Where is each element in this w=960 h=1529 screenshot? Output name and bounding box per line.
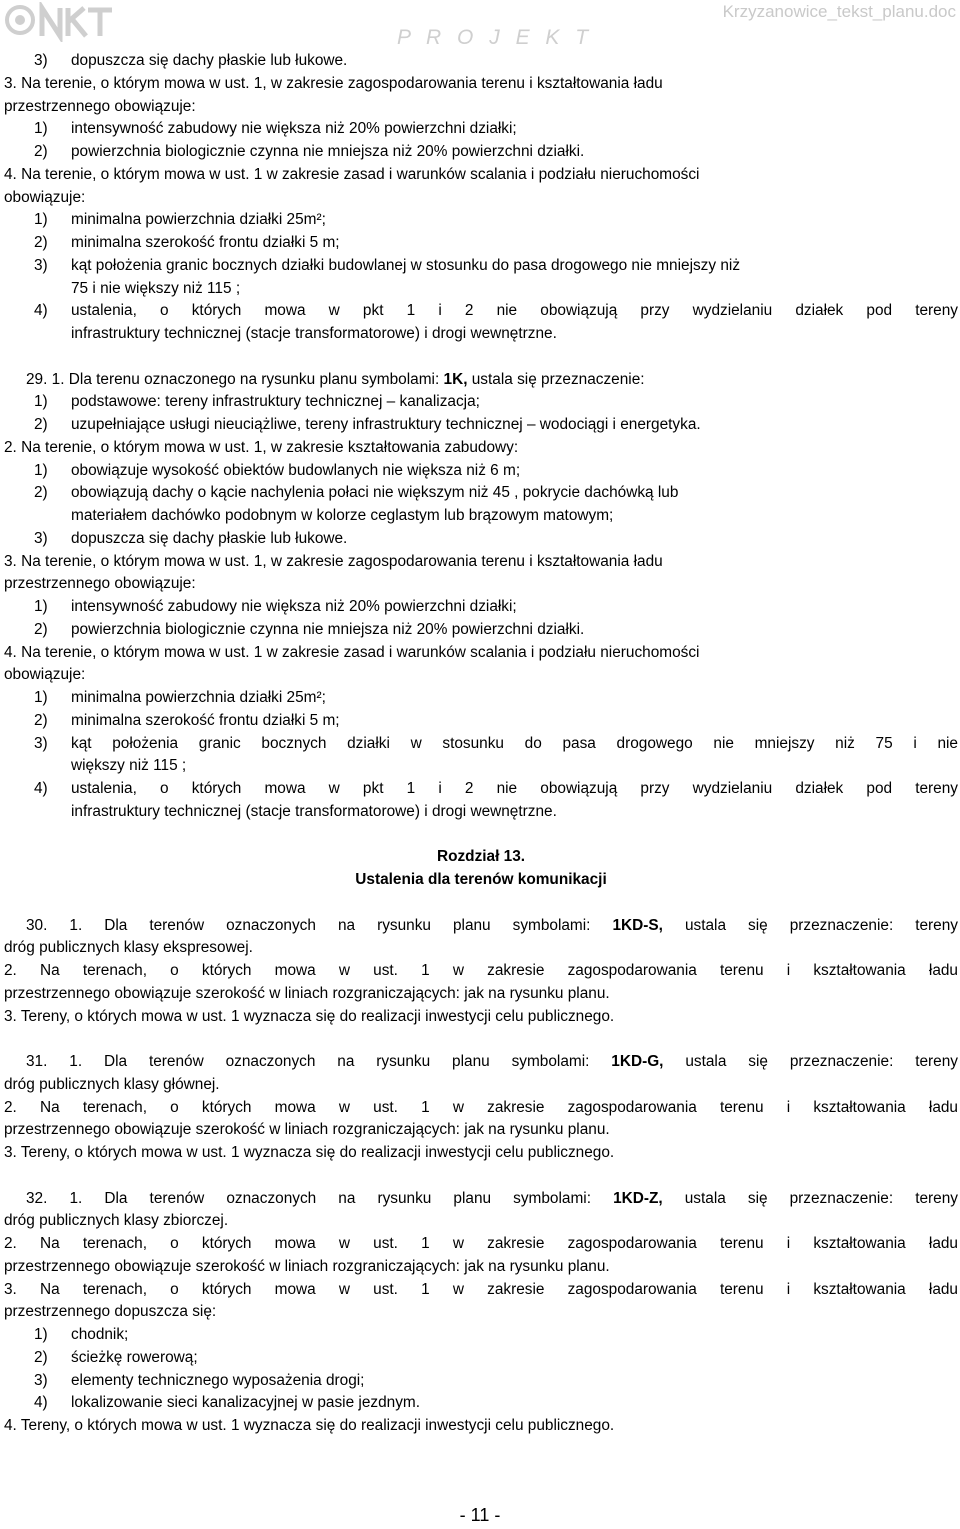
list-item: 2) minimalna szerokość frontu działki 5 m; <box>34 711 340 729</box>
page-header <box>0 0 960 50</box>
paragraph-line: przestrzennego obowiązuje: <box>4 575 196 593</box>
paragraph-line: przestrzennego obowiązuje: <box>4 97 196 115</box>
paragraph-line: 3. Na terenach, o których mowa w ust. 1 w zakresie zagospodarowania terenu i kształtowania ładu <box>4 1280 958 1298</box>
list-item: 3) elementy technicznego wyposażenia drogi; <box>34 1371 365 1389</box>
list-item: 3) dopuszcza się dachy płaskie lub łukowe. <box>34 52 348 69</box>
list-item: 1) podstawowe: tereny infrastruktury technicznej – kanalizacja; <box>34 393 480 411</box>
paragraph-line: dróg publicznych klasy ekspresowej. <box>4 939 253 957</box>
spacer <box>4 1028 958 1051</box>
page-number: - 11 - <box>459 1505 501 1525</box>
section-29-heading: 29. 1. Dla terenu oznaczonego na rysunku planu symbolami: 1K, ustala się przeznaczenie: <box>26 370 645 388</box>
list-item-continuation: materiałem dachówko podobnym w kolorze ceglastym lub brązowym matowym; <box>71 507 614 524</box>
paragraph-line: dróg publicznych klasy zbiorczej. <box>4 1212 229 1230</box>
document-filename: Krzyzanowice_tekst_planu.doc <box>722 2 956 21</box>
list-item: 3) dopuszcza się dachy płaskie lub łukowe. <box>34 529 348 547</box>
list-item: 3) kąt położenia granic bocznych działki w stosunku do pasa drogowego nie mniejszy niż 75 i nie <box>34 734 958 752</box>
paragraph-line: 2. Na terenach, o których mowa w ust. 1 w zakresie zagospodarowania terenu i kształtowania ładu <box>4 1235 958 1252</box>
paragraph-line: przestrzennego dopuszcza się: <box>4 1303 217 1321</box>
spacer <box>4 346 958 369</box>
list-item-continuation: 75 i nie większy niż 115 ; <box>71 279 241 297</box>
list-item-continuation: większy niż 115 ; <box>71 757 187 775</box>
chapter-title: Rozdział 13. <box>436 848 526 866</box>
list-item: 2) powierzchnia biologicznie czynna nie mniejsza niż 20% powierzchni działki. <box>34 620 585 638</box>
paragraph-line: 3. Na terenie, o którym mowa w ust. 1, w zakresie zagospodarowania terenu i kształtowania ładu <box>4 74 663 92</box>
list-item: 1) chodnik; <box>34 1326 129 1343</box>
list-item: 4) ustalenia, o których mowa w pkt 1 i 2 nie obowiązują przy wydzielaniu działek pod tereny <box>34 302 958 320</box>
pnkt-logo-icon <box>4 2 114 42</box>
paragraph-line: przestrzennego obowiązuje szerokość w liniach rozgraniczających: jak na rysunku planu. <box>4 984 610 1002</box>
paragraph-line: 3. Tereny, o których mowa w ust. 1 wyznacza się do realizacji inwestycji celu publicznego. <box>4 1144 615 1161</box>
paragraph-line: 2. Na terenie, o którym mowa w ust. 1, w zakresie kształtowania zabudowy: <box>4 438 519 456</box>
list-item: 1) intensywność zabudowy nie większa niż 20% powierzchni działki; <box>34 120 517 138</box>
paragraph-line: obowiązuje: <box>4 188 86 206</box>
list-item-continuation: infrastruktury technicznej (stacje transformatorowe) i drogi wewnętrzne. <box>71 802 557 820</box>
list-item: 1) minimalna powierzchnia działki 25m²; <box>34 689 326 706</box>
paragraph-line: 4. Na terenie, o którym mowa w ust. 1 w zakresie zasad i warunków scalania i podziału nieruchomości <box>4 643 700 661</box>
paragraph-line: przestrzennego obowiązuje szerokość w liniach rozgraniczających: jak na rysunku planu. <box>4 1121 610 1139</box>
spacer <box>4 1165 958 1188</box>
section-31-heading: 31. 1. Dla terenów oznaczonych na rysunku planu symbolami: 1KD-G, ustala się przeznaczenie: tereny <box>26 1053 958 1070</box>
list-item: 2) obowiązują dachy o kącie nachylenia połaci nie większym niż 45 , pokrycie dachówką lub <box>34 484 679 502</box>
list-item: 3) kąt położenia granic bocznych działki budowlanej w stosunku do pasa drogowego nie mniejszy niż <box>34 256 741 274</box>
spacer <box>4 892 958 915</box>
list-item: 1) intensywność zabudowy nie większa niż 20% powierzchni działki; <box>34 598 517 615</box>
list-item: 2) powierzchnia biologicznie czynna nie mniejsza niż 20% powierzchni działki. <box>34 143 585 160</box>
paragraph-line: 4. Na terenie, o którym mowa w ust. 1 w zakresie zasad i warunków scalania i podziału nieruchomości <box>4 165 700 183</box>
document-body <box>4 50 958 1438</box>
list-item: 2) minimalna szerokość frontu działki 5 m; <box>34 234 340 251</box>
list-item: 4) lokalizowanie sieci kanalizacyjnej w pasie jezdnym. <box>34 1394 421 1412</box>
paragraph-line: 4. Tereny, o których mowa w ust. 1 wyznacza się do realizacji inwestycji celu publicznego. <box>4 1417 615 1434</box>
section-30-heading: 30. 1. Dla terenów oznaczonych na rysunku planu symbolami: 1KD-S, ustala się przeznaczenie: tereny <box>26 916 958 934</box>
list-item-continuation: infrastruktury technicznej (stacje transformatorowe) i drogi wewnętrzne. <box>71 325 557 342</box>
list-item: 4) ustalenia, o których mowa w pkt 1 i 2 nie obowiązują przy wydzielaniu działek pod tereny <box>34 780 958 797</box>
list-item: 1) minimalna powierzchnia działki 25m²; <box>34 211 326 229</box>
paragraph-line: 2. Na terenach, o których mowa w ust. 1 w zakresie zagospodarowania terenu i kształtowania ładu <box>4 962 958 979</box>
projekt-watermark: P R O J E K T <box>397 26 594 49</box>
section-32-heading: 32. 1. Dla terenów oznaczonych na rysunku planu symbolami: 1KD-Z, ustala się przeznaczenie: tereny <box>26 1189 958 1207</box>
list-item: 2) uzupełniające usługi nieuciążliwe, tereny infrastruktury technicznej – wodociągi i energetyka. <box>34 416 701 433</box>
paragraph-line: 3. Na terenie, o którym mowa w ust. 1, w zakresie zagospodarowania terenu i kształtowania ładu <box>4 552 663 570</box>
paragraph-line: 3. Tereny, o których mowa w ust. 1 wyznacza się do realizacji inwestycji celu publicznego. <box>4 1007 615 1025</box>
list-item: 1) obowiązuje wysokość obiektów budowlanych nie większa niż 6 m; <box>34 461 521 479</box>
paragraph-line: dróg publicznych klasy głównej. <box>4 1075 220 1093</box>
list-item: 2) ścieżkę rowerową; <box>34 1348 198 1366</box>
paragraph-line: przestrzennego obowiązuje szerokość w liniach rozgraniczających: jak na rysunku planu. <box>4 1257 610 1275</box>
spacer <box>4 824 958 847</box>
paragraph-line: obowiązuje: <box>4 666 86 684</box>
chapter-subtitle: Ustalenia dla terenów komunikacji <box>355 871 607 888</box>
paragraph-line: 2. Na terenach, o których mowa w ust. 1 w zakresie zagospodarowania terenu i kształtowania ładu <box>4 1098 958 1116</box>
